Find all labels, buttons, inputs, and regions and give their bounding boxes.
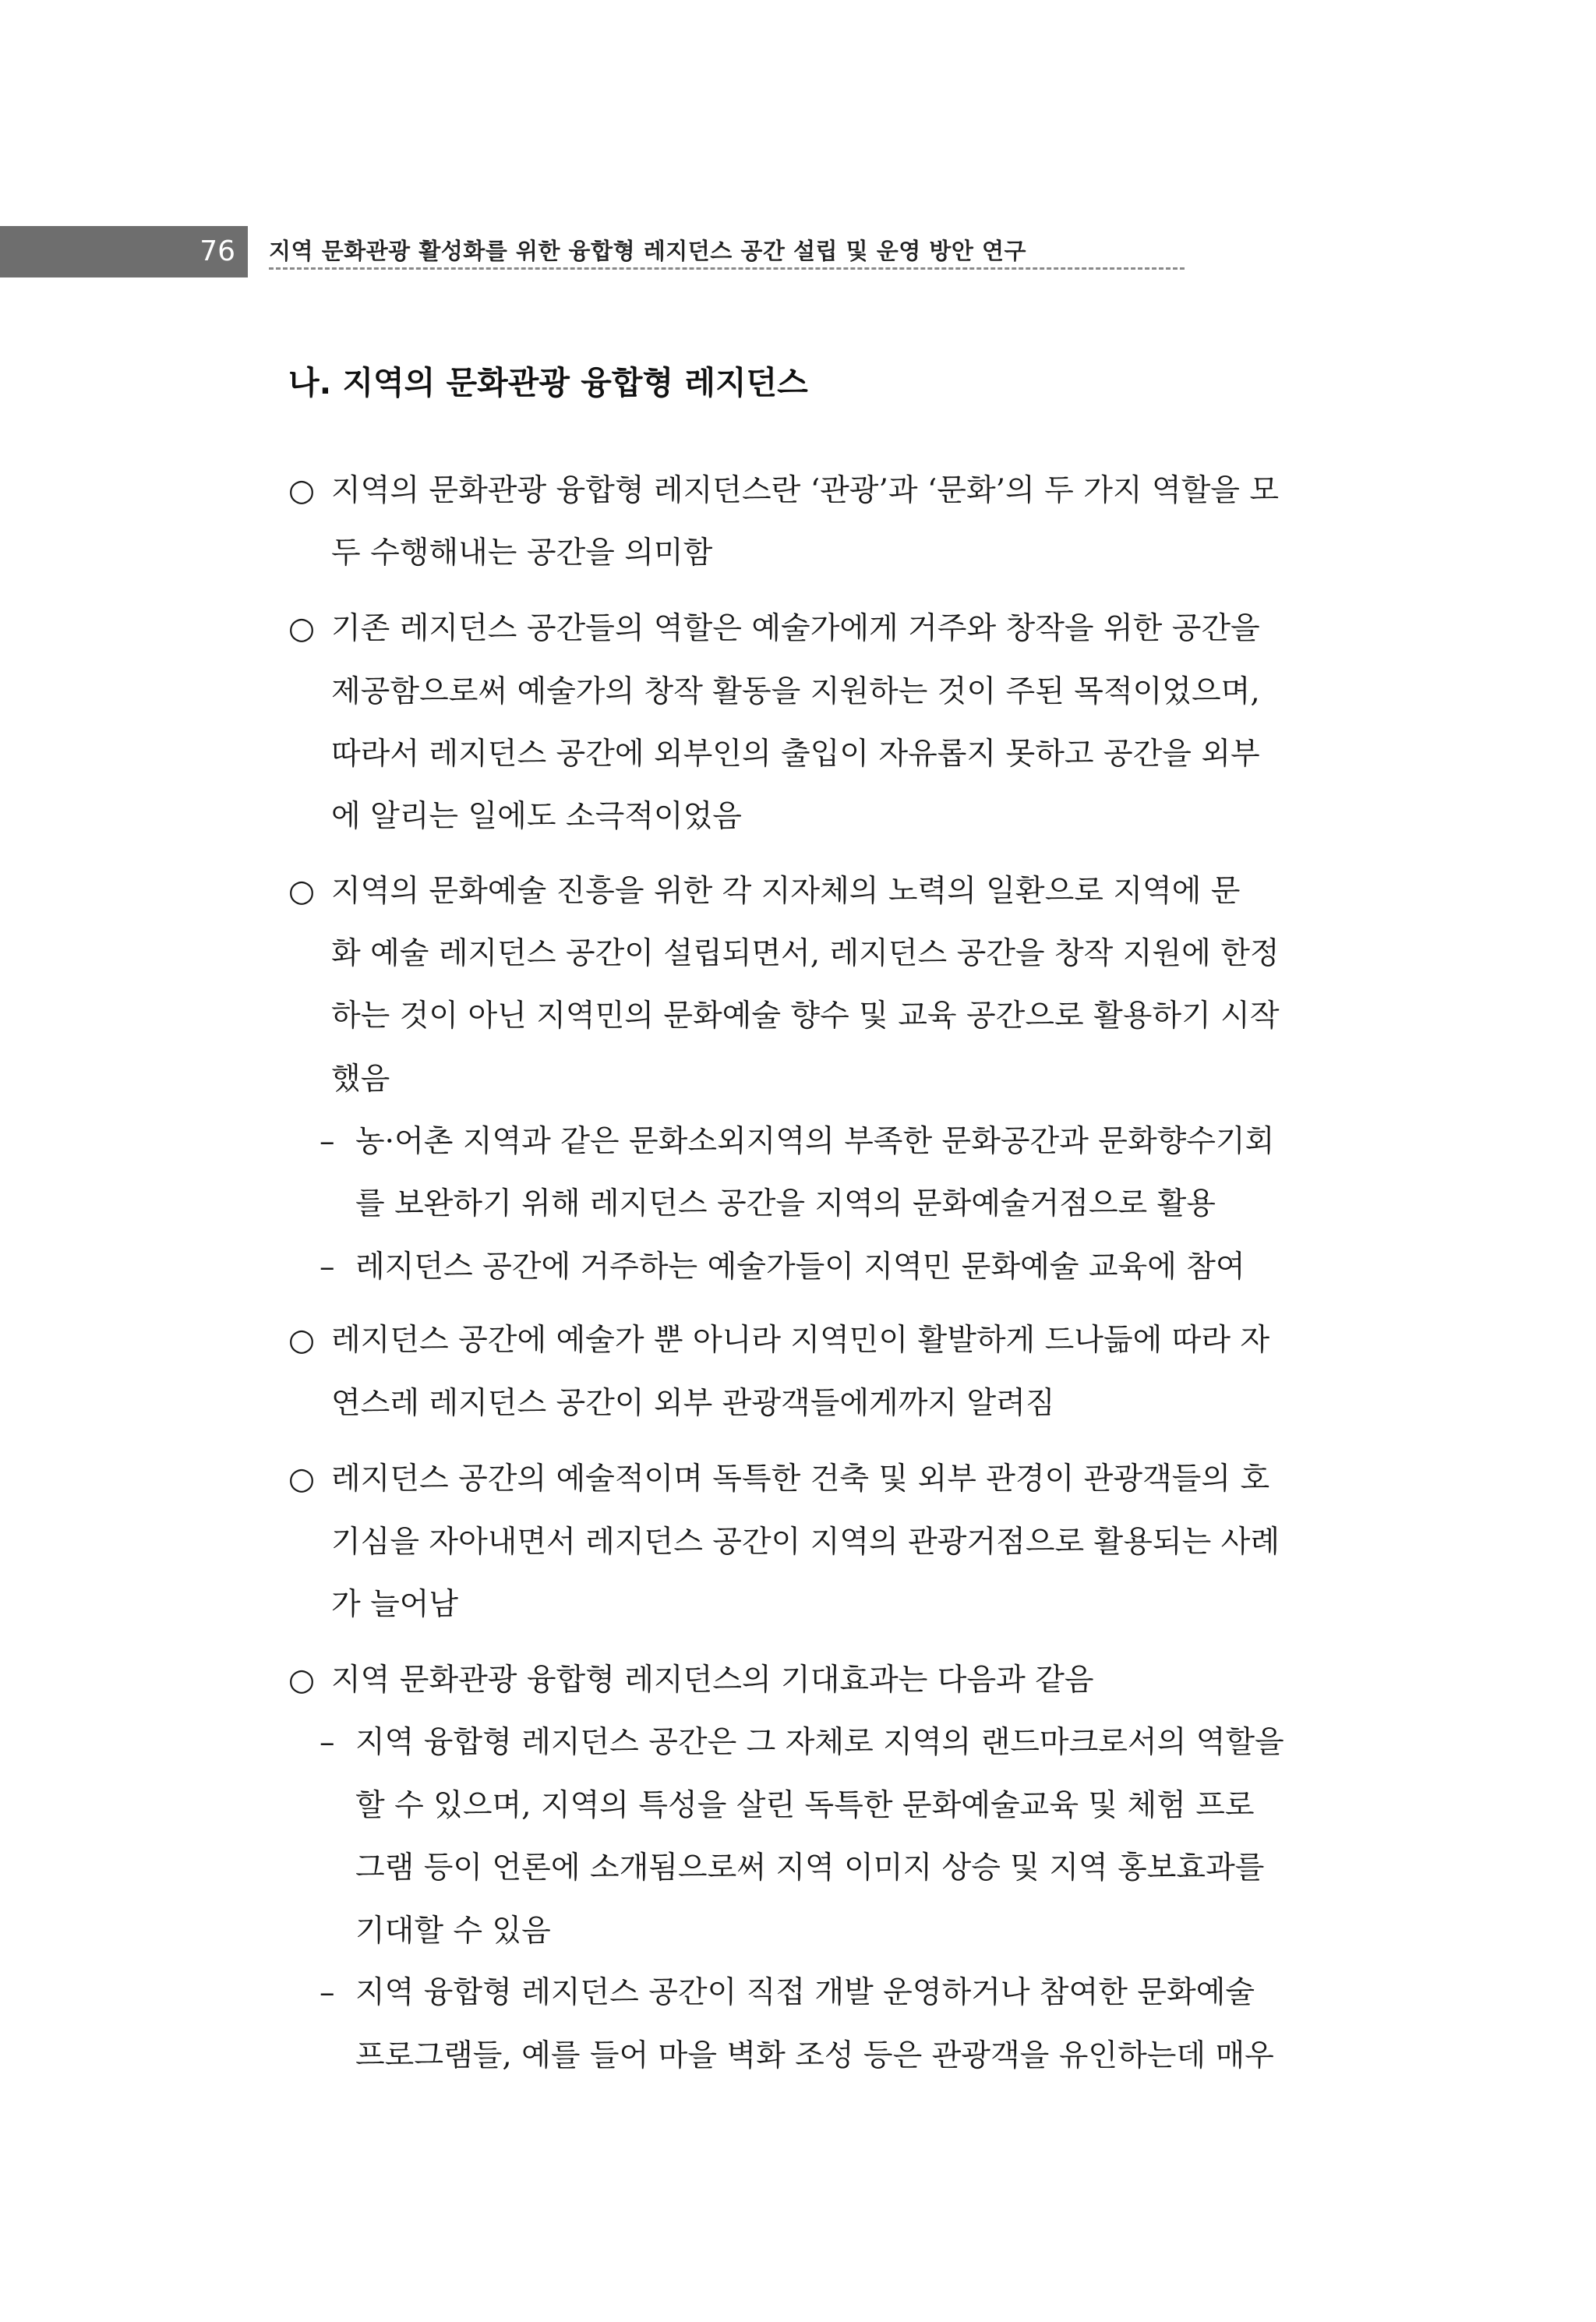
paragraph-line: 제공함으로써 예술가의 창작 활동을 지원하는 것이 주된 목적이었으며, <box>331 674 1260 709</box>
paragraph-line: 화 예술 레지던스 공간이 설립되면서, 레지던스 공간을 창작 지원에 한정 <box>331 936 1280 971</box>
paragraph-line: 하는 것이 아닌 지역민의 문화예술 향수 및 교육 공간으로 활용하기 시작 <box>331 998 1280 1034</box>
paragraph-line: 에 알리는 일에도 소극적이었음 <box>331 799 742 834</box>
paragraph-line: 프로그램들, 예를 들어 마을 벽화 조성 등은 관광객을 유인하는데 매우 <box>355 2038 1274 2073</box>
page-number: 76 <box>0 226 248 277</box>
circle-bullet-icon: ○ <box>288 1663 316 1698</box>
paragraph-line: 지역의 문화예술 진흥을 위한 각 지자체의 노력의 일환으로 지역에 문 <box>331 874 1241 909</box>
paragraph-line: 따라서 레지던스 공간에 외부인의 출입이 자유롭지 못하고 공간을 외부 <box>331 737 1260 772</box>
paragraph-line: 기존 레지던스 공간들의 역할은 예술가에게 거주와 창작을 위한 공간을 <box>331 611 1260 646</box>
paragraph-line: 지역 융합형 레지던스 공간이 직접 개발 운영하거나 참여한 문화예술 <box>355 1975 1255 2010</box>
paragraph-line: 했음 <box>331 1062 390 1097</box>
circle-bullet-icon: ○ <box>288 611 316 646</box>
paragraph-line: 농·어촌 지역과 같은 문화소외지역의 부족한 문화공간과 문화향수기회 <box>355 1124 1275 1159</box>
dash-bullet-icon: – <box>320 1124 335 1159</box>
paragraph-line: 두 수행해내는 공간을 의미함 <box>331 535 713 571</box>
paragraph-line: 그램 등이 언론에 소개됨으로써 지역 이미지 상승 및 지역 홍보효과를 <box>355 1850 1265 1886</box>
circle-bullet-icon: ○ <box>288 1323 316 1358</box>
dash-bullet-icon: – <box>320 1975 335 2010</box>
paragraph-line: 레지던스 공간에 예술가 뿐 아니라 지역민이 활발하게 드나듦에 따라 자 <box>331 1323 1270 1358</box>
paragraph-line: 레지던스 공간에 거주하는 예술가들이 지역민 문화예술 교육에 참여 <box>355 1249 1245 1285</box>
paragraph-line: 연스레 레지던스 공간이 외부 관광객들에게까지 알려짐 <box>331 1386 1055 1421</box>
dash-bullet-icon: – <box>320 1725 335 1760</box>
paragraph-line: 지역의 문화관광 융합형 레지던스란 ‘관광’과 ‘문화’의 두 가지 역할을 모 <box>331 473 1280 508</box>
paragraph-line: 할 수 있으며, 지역의 특성을 살린 독특한 문화예술교육 및 체험 프로 <box>355 1788 1255 1823</box>
paragraph-line: 가 늘어남 <box>331 1587 459 1622</box>
paragraph-line: 기대할 수 있음 <box>355 1914 551 1949</box>
paragraph-line: 를 보완하기 위해 레지던스 공간을 지역의 문화예술거점으로 활용 <box>355 1186 1216 1221</box>
dash-bullet-icon: – <box>320 1249 335 1285</box>
circle-bullet-icon: ○ <box>288 1461 316 1497</box>
running-title: 지역 문화관광 활성화를 위한 융합형 레지던스 공간 설립 및 운영 방안 연구 <box>269 232 1185 270</box>
circle-bullet-icon: ○ <box>288 874 316 909</box>
paragraph-line: 레지던스 공간의 예술적이며 독특한 건축 및 외부 관경이 관광객들의 호 <box>331 1461 1270 1497</box>
paragraph-line: 기심을 자아내면서 레지던스 공간이 지역의 관광거점으로 활용되는 사례 <box>331 1525 1280 1560</box>
paragraph-line: 지역 융합형 레지던스 공간은 그 자체로 지역의 랜드마크로서의 역할을 <box>355 1725 1284 1760</box>
section-heading: 나. 지역의 문화관광 융합형 레지던스 <box>288 364 808 401</box>
paragraph-line: 지역 문화관광 융합형 레지던스의 기대효과는 다음과 같음 <box>331 1663 1094 1698</box>
circle-bullet-icon: ○ <box>288 473 316 508</box>
